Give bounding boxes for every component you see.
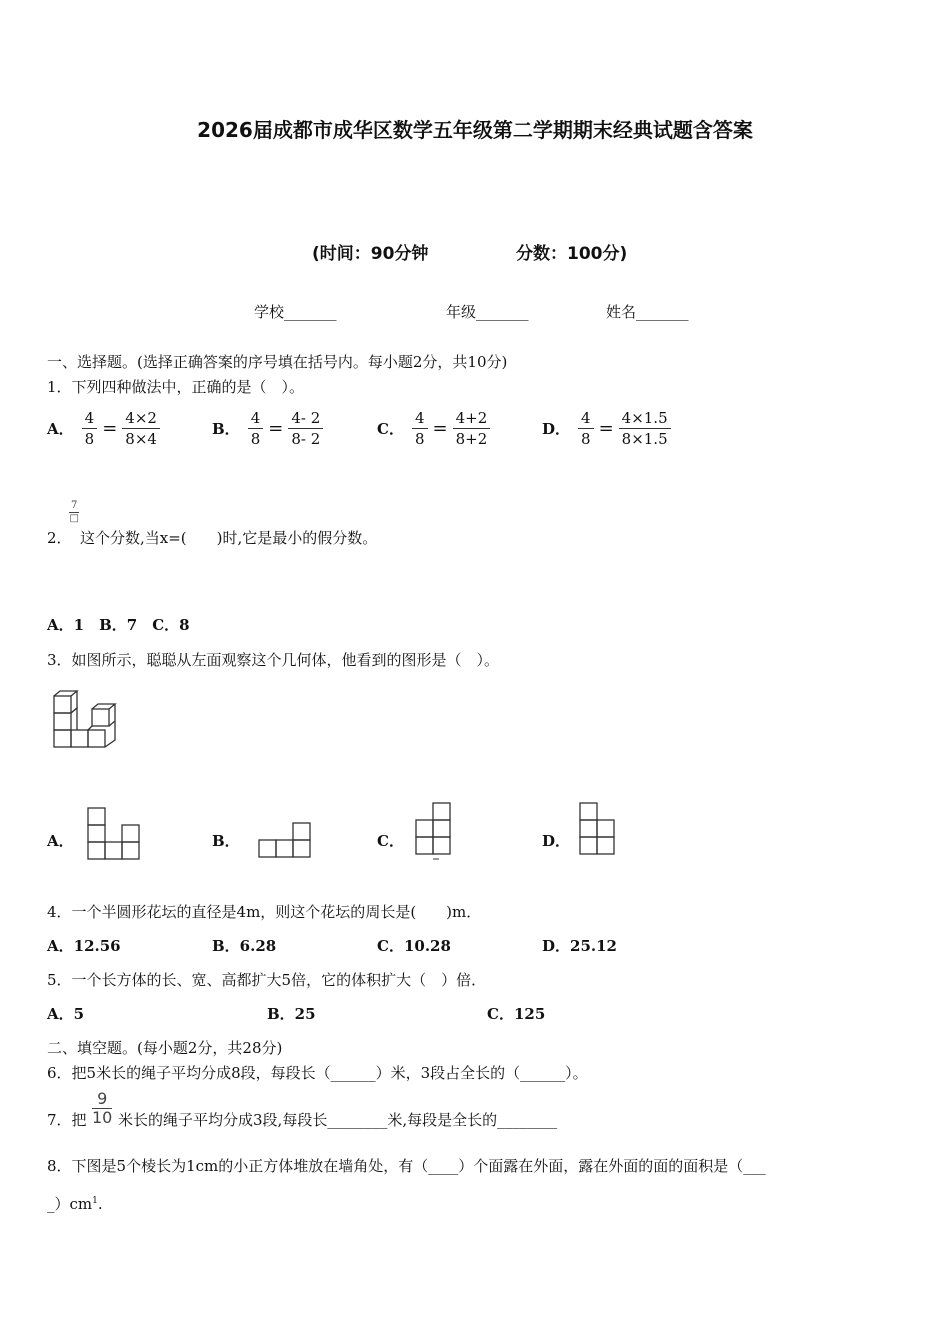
q5-option-c: C．125	[487, 1005, 546, 1023]
q4-option-b: B．6.28	[212, 937, 277, 955]
exam-time: (时间：90分钟	[312, 244, 429, 264]
q1-option-c: C． $\frac{4}{8}$ = $\frac{4+2}{8+2}$	[377, 408, 490, 449]
option-label: B．	[212, 420, 240, 438]
question-2-options: A．1 B．7 C．8	[47, 616, 190, 634]
fraction: $\frac{4+2}{8+2}$	[453, 408, 491, 449]
q5-option-b: B．25	[267, 1005, 316, 1023]
question-4-stem: 4．一个半圆形花坛的直径是4m，则这个花坛的周长是( )m．	[47, 903, 482, 921]
question-8-line2: $\_)cm^1$.	[47, 1195, 103, 1213]
q3-label-c: C．	[377, 832, 404, 850]
section-1-heading: 一、选择题。(选择正确答案的序号填在括号内。每小题2分，共10分)	[47, 353, 508, 371]
question-7-text: 米长的绳子平均分成3段,每段长________米,每段是全长的________	[118, 1111, 558, 1129]
q3-figure-d	[578, 801, 618, 859]
q1-option-b: B． $\frac{4}{8}$ = $\frac{4- 2}{8- 2}$	[212, 408, 323, 449]
q3-figure-a	[86, 806, 140, 860]
q3-label-d: D．	[542, 832, 571, 850]
question-6: 6．把5米长的绳子平均分成8段，每段长（______）米，3段占全长的（______）。	[47, 1064, 588, 1082]
fraction: $\frac{4- 2}{8- 2}$	[288, 408, 323, 449]
fraction: $\frac{4}{8}$	[248, 408, 264, 449]
section-2-heading: 二、填空题。(每小题2分，共28分)	[47, 1039, 283, 1057]
fraction: $\frac{4}{8}$	[82, 408, 98, 449]
exam-score: 分数：100分)	[516, 244, 628, 264]
question-1-stem: 1．下列四种做法中，正确的是（ ）。	[47, 378, 305, 396]
fraction: $\frac{4}{8}$	[412, 408, 428, 449]
q5-option-a: A．5	[47, 1005, 85, 1023]
q3-label-b: B．	[212, 832, 240, 850]
fraction: $\frac{4\times 1.5}{8\times 1.5}$	[619, 408, 671, 449]
fraction: $\frac{4}{8}$	[578, 408, 594, 449]
question-2-text: 这个分数,当x=( )时,它是最小的假分数。	[80, 529, 378, 547]
school-field: 学校_______	[254, 303, 337, 321]
question-5-stem: 5．一个长方体的长、宽、高都扩大5倍，它的体积扩大（ ）倍．	[47, 971, 487, 989]
name-field: 姓名_______	[606, 303, 689, 321]
q4-option-c: C．10.28	[377, 937, 451, 955]
fraction-9-10: 9 10	[92, 1089, 113, 1127]
page-title: 2026届成都市成华区数学五年级第二学期期末经典试题含答案	[197, 118, 753, 142]
q3-figure-b	[257, 821, 313, 859]
option-label: C．	[377, 420, 404, 438]
question-2-number: 2．	[47, 529, 72, 547]
q4-option-d: D．25.12	[542, 937, 617, 955]
question-7-prefix: 7．把	[47, 1111, 87, 1129]
q3-label-a: A．	[47, 832, 74, 850]
option-label: A．	[47, 420, 74, 438]
option-label: D．	[542, 420, 571, 438]
small-fraction: 7 □	[69, 500, 79, 524]
question-3-stem: 3．如图所示，聪聪从左面观察这个几何体，他看到的图形是（ ）。	[47, 651, 500, 669]
question-8-line1: 8．下图是5个棱长为1cm的小正方体堆放在墙角处，有（____）个面露在外面，露在外面的面的面积是（___	[47, 1157, 766, 1175]
q1-option-d: D． $\frac{4}{8}$ = $\frac{4\times 1.5}{8\times 1.5}$	[542, 408, 671, 449]
grade-field: 年级_______	[446, 303, 529, 321]
fraction: $\frac{4\times 2}{8\times 4}$	[122, 408, 160, 449]
q1-option-a: A． $\frac{4}{8}$ = $\frac{4\times 2}{8\times 4}$	[47, 408, 160, 449]
q3-figure-c	[414, 801, 454, 861]
cube-stack-figure	[50, 690, 122, 752]
q4-option-a: A．12.56	[47, 937, 121, 955]
